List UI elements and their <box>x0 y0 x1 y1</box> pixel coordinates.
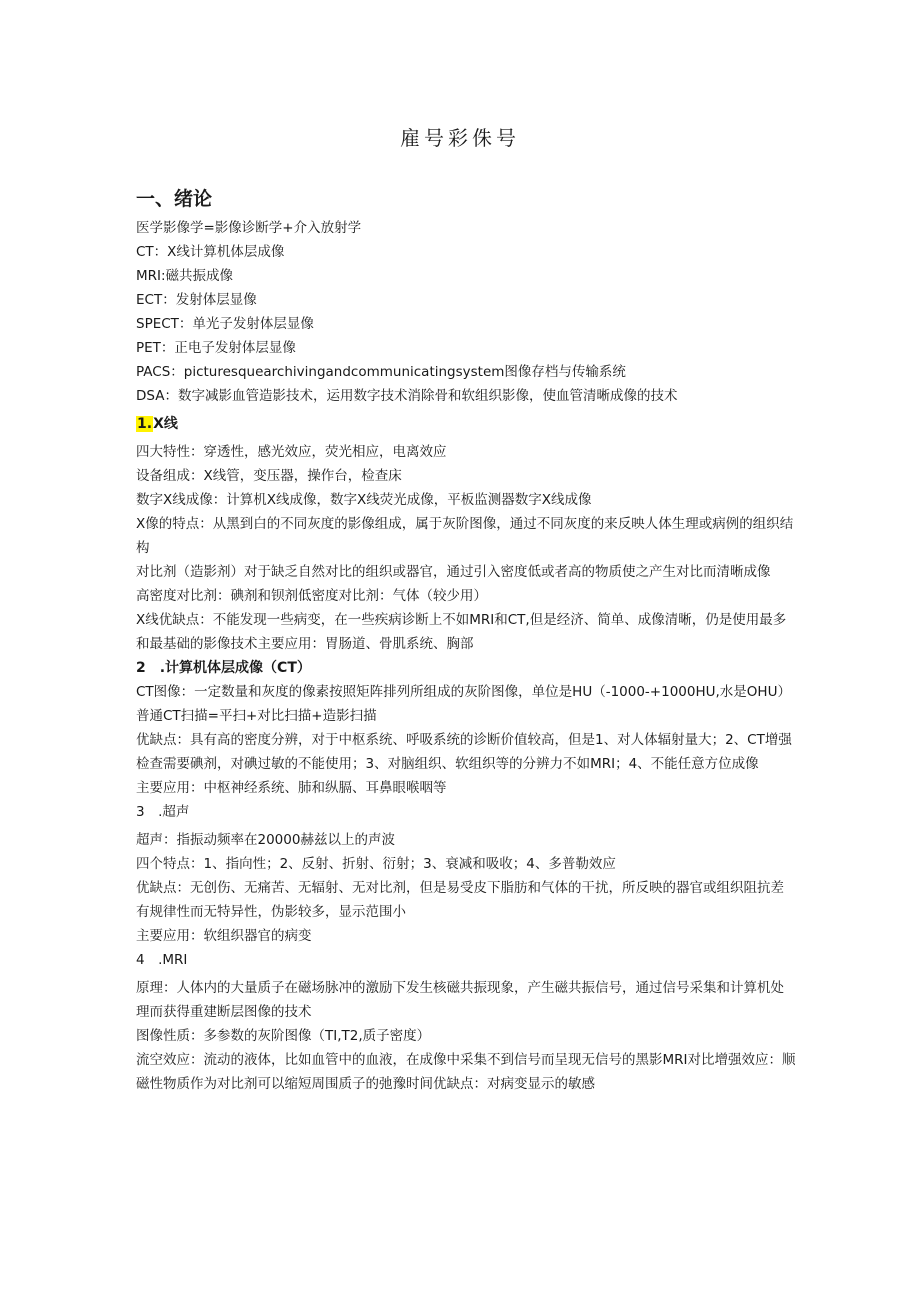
ct-line: 优缺点：具有高的密度分辨，对于中枢系统、呼吸系统的诊断价值较高，但是1、对人体辐射量大；2、CT增强检查需要碘剂，对碘过敏的不能使用；3、对脑组织、软组织等的分辨力不如MRI；4、不能任意方位成像 <box>136 732 792 772</box>
xray-line: 数字X线成像：计算机X线成像，数字X线荧光成像，平板监测器数字X线成像 <box>136 492 592 508</box>
intro-line: DSA：数字减影血管造影技术，运用数字技术消除骨和软组织影像，使血管清晰成像的技术 <box>136 388 678 404</box>
ultrasound-line: 四个特点：1、指向性；2、反射、折射、衍射；3、衰减和吸收；4、多普勒效应 <box>136 856 616 872</box>
intro-line: 医学影像学=影像诊断学+介入放射学 <box>136 220 362 236</box>
intro-line: ECT：发射体层显像 <box>136 292 257 308</box>
ct-line: CT图像：一定数量和灰度的像素按照矩阵排列所组成的灰阶图像，单位是HU（-1000-+1000HU,水是OHU） <box>136 684 791 700</box>
ultrasound-line: 优缺点：无创伤、无痛苦、无辐射、无对比剂，但是易受皮下脂肪和气体的干扰，所反映的器官或组织阻抗差有规律性而无特异性，伪影较多，显示范围小 <box>136 880 784 920</box>
intro-line: MRI:磁共振成像 <box>136 268 234 284</box>
xray-line: 四大特性：穿透性，感光效应，荧光相应，电离效应 <box>136 444 447 460</box>
ultrasound-line: 超声：指振动频率在20000赫兹以上的声波 <box>136 832 395 848</box>
highlight-mark: 1. <box>137 416 153 432</box>
mri-line: 流空效应：流动的液体，比如血管中的血液，在成像中采集不到信号而呈现无信号的黑影MRI对比增强效应：顺磁性物质作为对比剂可以缩短周围质子的弛豫时间优缺点：对病变显示的敏感 <box>136 1052 796 1092</box>
ct-line: 主要应用：中枢神经系统、肺和纵膈、耳鼻眼喉咽等 <box>136 780 447 796</box>
xray-line: 高密度对比剂：碘剂和钡剂低密度对比剂：气体（较少用） <box>136 588 487 604</box>
subsection-heading-xray: 1.X线 <box>137 416 178 432</box>
intro-line: SPECT：单光子发射体层显像 <box>136 316 314 332</box>
subsection-heading-mri: 4 .MRI <box>136 952 188 968</box>
subsection-heading-ct: 2 .计算机体层成像（CT） <box>136 660 311 676</box>
xray-line: X像的特点：从黑到白的不同灰度的影像组成，属于灰阶图像，通过不同灰度的来反映人体生理或病例的组织结构 <box>136 516 794 556</box>
section-heading-introduction: 一、绪论 <box>136 188 213 210</box>
ct-line: 普通CT扫描=平扫+对比扫描+造影扫描 <box>136 708 377 724</box>
xray-line: 对比剂（造影剂）对于缺乏自然对比的组织或器官，通过引入密度低或者高的物质使之产生对比而清晰成像 <box>136 564 771 580</box>
intro-line: PACS：picturesquearchivingandcommunicatingsystem图像存档与传输系统 <box>136 364 626 380</box>
mri-line: 原理：人体内的大量质子在磁场脉冲的激励下发生核磁共振现象，产生磁共振信号，通过信号采集和计算机处理而获得重建断层图像的技术 <box>136 980 784 1020</box>
intro-line: CT：X线计算机体层成像 <box>136 244 285 260</box>
document-title: 雇号彩侏号 <box>400 126 520 150</box>
intro-line: PET：正电子发射体层显像 <box>136 340 296 356</box>
subsection-heading-ultrasound: 3 .超声 <box>136 804 190 820</box>
mri-line: 图像性质：多参数的灰阶图像（TI,T2,质子密度） <box>136 1028 431 1044</box>
xray-line: X线优缺点：不能发现一些病变，在一些疾病诊断上不如MRI和CT,但是经济、简单、成像清晰，仍是使用最多和最基础的影像技术主要应用：胃肠道、骨肌系统、胸部 <box>136 612 787 652</box>
xray-line: 设备组成：X线管，变压器，操作台，检查床 <box>136 468 402 484</box>
ultrasound-line: 主要应用：软组织器官的病变 <box>136 928 312 944</box>
document-body <box>136 186 796 1096</box>
